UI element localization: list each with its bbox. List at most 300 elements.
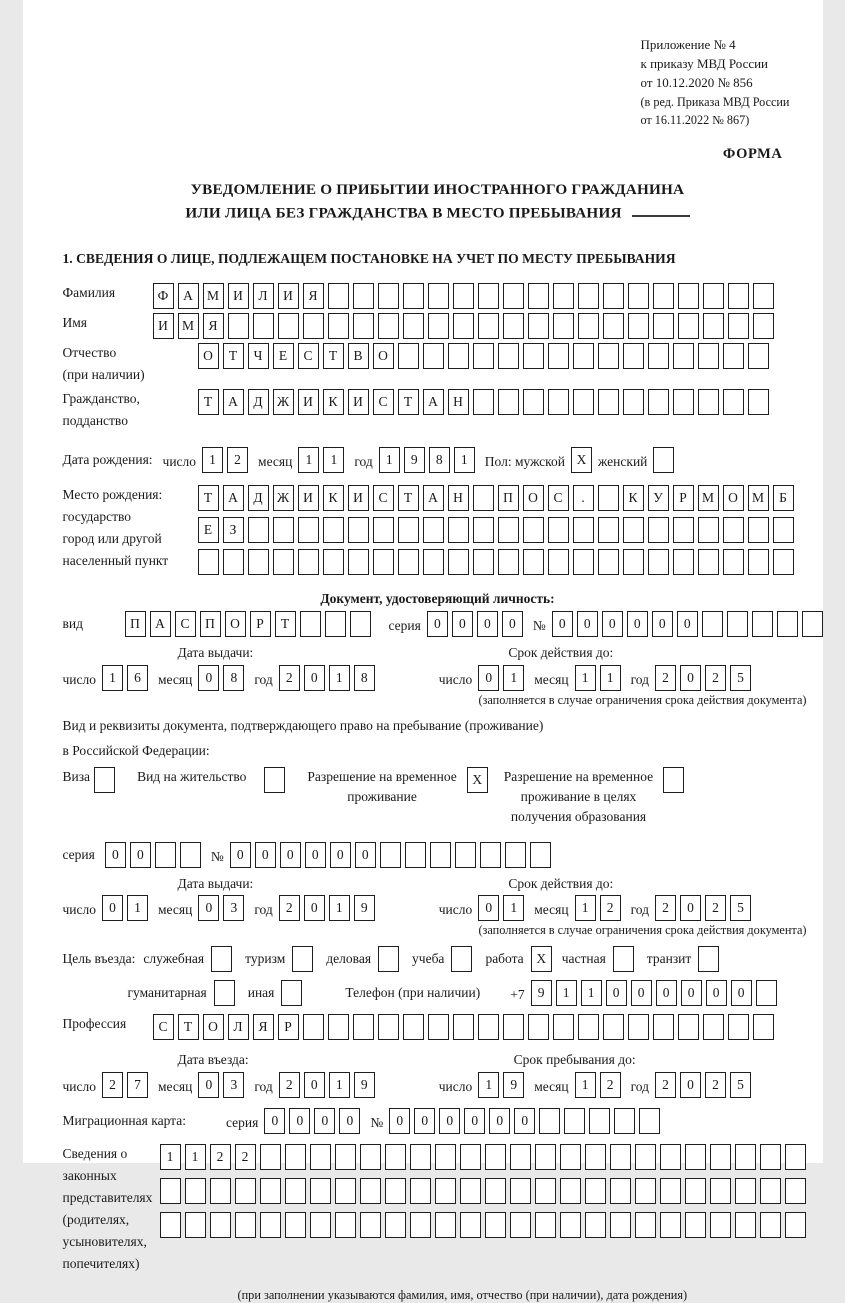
char-cell[interactable]: 5 [730, 1072, 751, 1098]
char-cell[interactable] [298, 549, 319, 575]
char-cell[interactable] [585, 1212, 606, 1238]
char-cell[interactable] [423, 343, 444, 369]
char-cell[interactable]: Ж [273, 485, 294, 511]
char-cell[interactable] [523, 549, 544, 575]
char-cell[interactable] [348, 517, 369, 543]
char-cell[interactable] [323, 549, 344, 575]
char-cell[interactable]: А [178, 283, 199, 309]
sex-female-checkbox[interactable] [653, 447, 674, 473]
char-cell[interactable] [548, 343, 569, 369]
char-cell[interactable]: О [523, 485, 544, 511]
purpose-business-checkbox[interactable] [378, 946, 399, 972]
char-cell[interactable] [360, 1212, 381, 1238]
char-cell[interactable] [503, 283, 524, 309]
char-cell[interactable] [405, 842, 426, 868]
char-cell[interactable] [777, 611, 798, 637]
char-cell[interactable] [698, 343, 719, 369]
char-cell[interactable]: 1 [127, 895, 148, 921]
char-cell[interactable] [448, 549, 469, 575]
char-cell[interactable] [448, 343, 469, 369]
char-cell[interactable] [328, 283, 349, 309]
char-cell[interactable] [723, 517, 744, 543]
char-cell[interactable]: С [153, 1014, 174, 1040]
char-cell[interactable] [773, 517, 794, 543]
char-cell[interactable] [360, 1144, 381, 1170]
char-cell[interactable] [614, 1108, 635, 1134]
char-cell[interactable]: Б [773, 485, 794, 511]
char-cell[interactable] [410, 1178, 431, 1204]
char-cell[interactable]: 0 [105, 842, 126, 868]
char-cell[interactable]: 2 [655, 665, 676, 691]
char-cell[interactable] [698, 517, 719, 543]
char-cell[interactable] [553, 1014, 574, 1040]
char-cell[interactable] [498, 343, 519, 369]
char-cell[interactable] [702, 611, 723, 637]
char-cell[interactable] [478, 283, 499, 309]
char-cell[interactable] [598, 485, 619, 511]
char-cell[interactable] [410, 1212, 431, 1238]
char-cell[interactable] [560, 1144, 581, 1170]
char-cell[interactable] [560, 1178, 581, 1204]
char-cell[interactable] [335, 1178, 356, 1204]
char-cell[interactable]: Д [248, 389, 269, 415]
char-cell[interactable] [403, 313, 424, 339]
char-cell[interactable] [485, 1144, 506, 1170]
char-cell[interactable] [698, 389, 719, 415]
char-cell[interactable] [523, 389, 544, 415]
char-cell[interactable] [510, 1212, 531, 1238]
char-cell[interactable]: О [198, 343, 219, 369]
char-cell[interactable]: 0 [680, 895, 701, 921]
char-cell[interactable]: 0 [478, 665, 499, 691]
char-cell[interactable] [628, 313, 649, 339]
char-cell[interactable]: 7 [127, 1072, 148, 1098]
char-cell[interactable]: К [323, 485, 344, 511]
char-cell[interactable] [653, 313, 674, 339]
char-cell[interactable] [460, 1144, 481, 1170]
purpose-humanitarian-checkbox[interactable] [214, 980, 235, 1006]
char-cell[interactable] [553, 283, 574, 309]
char-cell[interactable]: М [748, 485, 769, 511]
char-cell[interactable]: 0 [304, 665, 325, 691]
char-cell[interactable]: Н [448, 389, 469, 415]
char-cell[interactable] [623, 343, 644, 369]
char-cell[interactable]: 0 [198, 1072, 219, 1098]
char-cell[interactable]: Р [250, 611, 271, 637]
char-cell[interactable]: 6 [127, 665, 148, 691]
char-cell[interactable]: 0 [102, 895, 123, 921]
char-cell[interactable]: И [298, 485, 319, 511]
char-cell[interactable]: 9 [503, 1072, 524, 1098]
char-cell[interactable]: Ж [273, 389, 294, 415]
char-cell[interactable] [473, 389, 494, 415]
char-cell[interactable]: 0 [330, 842, 351, 868]
char-cell[interactable] [623, 549, 644, 575]
char-cell[interactable] [710, 1178, 731, 1204]
char-cell[interactable] [548, 517, 569, 543]
char-cell[interactable] [285, 1178, 306, 1204]
char-cell[interactable]: У [648, 485, 669, 511]
char-cell[interactable] [448, 517, 469, 543]
char-cell[interactable] [623, 389, 644, 415]
char-cell[interactable]: 0 [478, 895, 499, 921]
char-cell[interactable] [435, 1178, 456, 1204]
char-cell[interactable] [300, 611, 321, 637]
char-cell[interactable]: А [150, 611, 171, 637]
char-cell[interactable] [478, 1014, 499, 1040]
char-cell[interactable]: 2 [279, 895, 300, 921]
char-cell[interactable] [360, 1178, 381, 1204]
char-cell[interactable] [610, 1144, 631, 1170]
char-cell[interactable] [253, 313, 274, 339]
char-cell[interactable]: 1 [298, 447, 319, 473]
char-cell[interactable] [210, 1178, 231, 1204]
char-cell[interactable] [752, 611, 773, 637]
char-cell[interactable]: 1 [478, 1072, 499, 1098]
char-cell[interactable] [648, 549, 669, 575]
char-cell[interactable]: 0 [230, 842, 251, 868]
char-cell[interactable] [660, 1178, 681, 1204]
char-cell[interactable] [535, 1212, 556, 1238]
char-cell[interactable] [435, 1212, 456, 1238]
purpose-official-checkbox[interactable] [211, 946, 232, 972]
char-cell[interactable]: 0 [652, 611, 673, 637]
char-cell[interactable] [385, 1212, 406, 1238]
char-cell[interactable] [710, 1212, 731, 1238]
char-cell[interactable] [628, 283, 649, 309]
residence-permit-checkbox[interactable] [264, 767, 285, 793]
char-cell[interactable] [785, 1144, 806, 1170]
char-cell[interactable] [473, 549, 494, 575]
char-cell[interactable]: К [323, 389, 344, 415]
char-cell[interactable]: 2 [235, 1144, 256, 1170]
char-cell[interactable]: М [698, 485, 719, 511]
char-cell[interactable] [598, 517, 619, 543]
char-cell[interactable]: Е [198, 517, 219, 543]
char-cell[interactable] [510, 1178, 531, 1204]
char-cell[interactable] [753, 1014, 774, 1040]
char-cell[interactable] [573, 549, 594, 575]
char-cell[interactable]: 1 [581, 980, 602, 1006]
char-cell[interactable]: И [348, 485, 369, 511]
purpose-transit-checkbox[interactable] [698, 946, 719, 972]
char-cell[interactable]: 0 [514, 1108, 535, 1134]
char-cell[interactable] [278, 313, 299, 339]
char-cell[interactable] [373, 549, 394, 575]
char-cell[interactable]: 1 [185, 1144, 206, 1170]
char-cell[interactable]: Д [248, 485, 269, 511]
char-cell[interactable]: 9 [354, 1072, 375, 1098]
char-cell[interactable] [585, 1144, 606, 1170]
char-cell[interactable] [635, 1212, 656, 1238]
char-cell[interactable]: 5 [730, 665, 751, 691]
char-cell[interactable] [303, 313, 324, 339]
char-cell[interactable] [678, 283, 699, 309]
char-cell[interactable]: 0 [304, 895, 325, 921]
char-cell[interactable]: 0 [314, 1108, 335, 1134]
char-cell[interactable] [727, 611, 748, 637]
visa-checkbox[interactable] [94, 767, 115, 793]
char-cell[interactable] [473, 485, 494, 511]
char-cell[interactable] [635, 1178, 656, 1204]
char-cell[interactable]: 1 [379, 447, 400, 473]
char-cell[interactable] [753, 313, 774, 339]
char-cell[interactable] [723, 549, 744, 575]
char-cell[interactable]: А [423, 389, 444, 415]
char-cell[interactable]: 8 [354, 665, 375, 691]
char-cell[interactable] [748, 343, 769, 369]
char-cell[interactable] [403, 283, 424, 309]
char-cell[interactable] [498, 517, 519, 543]
char-cell[interactable] [528, 1014, 549, 1040]
char-cell[interactable] [560, 1212, 581, 1238]
char-cell[interactable] [510, 1144, 531, 1170]
char-cell[interactable]: О [373, 343, 394, 369]
char-cell[interactable]: 1 [575, 895, 596, 921]
char-cell[interactable]: 9 [404, 447, 425, 473]
char-cell[interactable]: Л [228, 1014, 249, 1040]
char-cell[interactable]: Я [303, 283, 324, 309]
char-cell[interactable] [603, 283, 624, 309]
char-cell[interactable] [660, 1212, 681, 1238]
char-cell[interactable] [460, 1212, 481, 1238]
char-cell[interactable]: 2 [655, 895, 676, 921]
char-cell[interactable] [155, 842, 176, 868]
char-cell[interactable]: 0 [389, 1108, 410, 1134]
char-cell[interactable] [635, 1144, 656, 1170]
char-cell[interactable]: Т [398, 389, 419, 415]
char-cell[interactable] [325, 611, 346, 637]
char-cell[interactable] [348, 549, 369, 575]
char-cell[interactable]: 9 [354, 895, 375, 921]
temp-permit-checkbox[interactable]: X [467, 767, 488, 793]
char-cell[interactable]: 0 [414, 1108, 435, 1134]
char-cell[interactable]: 0 [680, 665, 701, 691]
char-cell[interactable]: Т [178, 1014, 199, 1040]
char-cell[interactable] [323, 517, 344, 543]
char-cell[interactable] [380, 842, 401, 868]
char-cell[interactable]: 0 [677, 611, 698, 637]
char-cell[interactable]: Я [253, 1014, 274, 1040]
char-cell[interactable]: А [223, 389, 244, 415]
char-cell[interactable] [548, 549, 569, 575]
char-cell[interactable]: Т [198, 389, 219, 415]
char-cell[interactable] [328, 1014, 349, 1040]
char-cell[interactable]: С [548, 485, 569, 511]
char-cell[interactable]: 1 [503, 665, 524, 691]
char-cell[interactable]: 0 [355, 842, 376, 868]
char-cell[interactable] [335, 1212, 356, 1238]
char-cell[interactable]: 0 [502, 611, 523, 637]
edu-permit-checkbox[interactable] [663, 767, 684, 793]
char-cell[interactable] [480, 842, 501, 868]
purpose-tourism-checkbox[interactable] [292, 946, 313, 972]
char-cell[interactable]: З [223, 517, 244, 543]
char-cell[interactable] [353, 313, 374, 339]
char-cell[interactable] [728, 283, 749, 309]
char-cell[interactable] [378, 1014, 399, 1040]
char-cell[interactable]: 0 [577, 611, 598, 637]
char-cell[interactable] [598, 389, 619, 415]
char-cell[interactable] [398, 549, 419, 575]
char-cell[interactable]: Ф [153, 283, 174, 309]
char-cell[interactable] [410, 1144, 431, 1170]
char-cell[interactable] [756, 980, 777, 1006]
char-cell[interactable]: О [203, 1014, 224, 1040]
char-cell[interactable] [578, 283, 599, 309]
char-cell[interactable] [310, 1178, 331, 1204]
char-cell[interactable]: 0 [680, 1072, 701, 1098]
char-cell[interactable] [473, 343, 494, 369]
char-cell[interactable] [478, 313, 499, 339]
char-cell[interactable]: 1 [503, 895, 524, 921]
char-cell[interactable] [648, 517, 669, 543]
char-cell[interactable]: А [423, 485, 444, 511]
char-cell[interactable] [710, 1144, 731, 1170]
char-cell[interactable] [548, 389, 569, 415]
char-cell[interactable]: 8 [223, 665, 244, 691]
char-cell[interactable] [485, 1178, 506, 1204]
char-cell[interactable] [453, 313, 474, 339]
char-cell[interactable]: Р [278, 1014, 299, 1040]
char-cell[interactable] [653, 1014, 674, 1040]
purpose-other-checkbox[interactable] [281, 980, 302, 1006]
char-cell[interactable] [453, 1014, 474, 1040]
char-cell[interactable] [260, 1144, 281, 1170]
char-cell[interactable]: 2 [705, 895, 726, 921]
char-cell[interactable]: 0 [731, 980, 752, 1006]
char-cell[interactable]: В [348, 343, 369, 369]
char-cell[interactable] [698, 549, 719, 575]
char-cell[interactable]: 0 [339, 1108, 360, 1134]
char-cell[interactable]: Е [273, 343, 294, 369]
char-cell[interactable]: 0 [439, 1108, 460, 1134]
char-cell[interactable]: П [200, 611, 221, 637]
char-cell[interactable] [735, 1144, 756, 1170]
char-cell[interactable]: Н [448, 485, 469, 511]
char-cell[interactable] [310, 1144, 331, 1170]
char-cell[interactable] [285, 1212, 306, 1238]
char-cell[interactable]: 0 [602, 611, 623, 637]
char-cell[interactable] [285, 1144, 306, 1170]
char-cell[interactable] [523, 517, 544, 543]
char-cell[interactable]: 1 [329, 895, 350, 921]
char-cell[interactable] [685, 1178, 706, 1204]
char-cell[interactable]: К [623, 485, 644, 511]
char-cell[interactable] [760, 1144, 781, 1170]
char-cell[interactable] [639, 1108, 660, 1134]
char-cell[interactable]: 1 [600, 665, 621, 691]
char-cell[interactable]: 0 [289, 1108, 310, 1134]
char-cell[interactable]: 0 [255, 842, 276, 868]
char-cell[interactable] [235, 1212, 256, 1238]
char-cell[interactable]: 8 [429, 447, 450, 473]
char-cell[interactable] [785, 1212, 806, 1238]
char-cell[interactable] [298, 517, 319, 543]
char-cell[interactable] [248, 517, 269, 543]
char-cell[interactable] [235, 1178, 256, 1204]
char-cell[interactable] [773, 549, 794, 575]
char-cell[interactable] [573, 389, 594, 415]
char-cell[interactable]: 2 [210, 1144, 231, 1170]
char-cell[interactable] [328, 313, 349, 339]
char-cell[interactable] [578, 313, 599, 339]
char-cell[interactable] [185, 1212, 206, 1238]
char-cell[interactable] [648, 343, 669, 369]
char-cell[interactable]: 0 [280, 842, 301, 868]
sex-male-checkbox[interactable]: X [571, 447, 592, 473]
char-cell[interactable]: 0 [477, 611, 498, 637]
char-cell[interactable]: 2 [705, 1072, 726, 1098]
char-cell[interactable] [473, 517, 494, 543]
char-cell[interactable]: 3 [223, 895, 244, 921]
char-cell[interactable] [748, 517, 769, 543]
char-cell[interactable] [610, 1178, 631, 1204]
char-cell[interactable] [180, 842, 201, 868]
char-cell[interactable]: 2 [600, 895, 621, 921]
char-cell[interactable]: 0 [464, 1108, 485, 1134]
char-cell[interactable] [760, 1212, 781, 1238]
char-cell[interactable] [248, 549, 269, 575]
char-cell[interactable]: Ч [248, 343, 269, 369]
char-cell[interactable] [428, 283, 449, 309]
char-cell[interactable] [423, 549, 444, 575]
char-cell[interactable]: 1 [329, 665, 350, 691]
char-cell[interactable] [503, 313, 524, 339]
char-cell[interactable]: 2 [279, 1072, 300, 1098]
char-cell[interactable] [802, 611, 823, 637]
char-cell[interactable] [523, 343, 544, 369]
char-cell[interactable]: М [178, 313, 199, 339]
char-cell[interactable] [260, 1178, 281, 1204]
char-cell[interactable] [678, 313, 699, 339]
char-cell[interactable] [578, 1014, 599, 1040]
char-cell[interactable]: И [153, 313, 174, 339]
char-cell[interactable] [598, 549, 619, 575]
char-cell[interactable] [378, 313, 399, 339]
char-cell[interactable] [535, 1178, 556, 1204]
char-cell[interactable]: Я [203, 313, 224, 339]
char-cell[interactable] [598, 343, 619, 369]
char-cell[interactable]: О [225, 611, 246, 637]
char-cell[interactable] [260, 1212, 281, 1238]
char-cell[interactable]: 0 [198, 895, 219, 921]
char-cell[interactable] [785, 1178, 806, 1204]
char-cell[interactable] [685, 1212, 706, 1238]
char-cell[interactable] [585, 1178, 606, 1204]
char-cell[interactable] [728, 313, 749, 339]
char-cell[interactable]: Т [198, 485, 219, 511]
char-cell[interactable]: 1 [102, 665, 123, 691]
char-cell[interactable] [589, 1108, 610, 1134]
char-cell[interactable]: 0 [627, 611, 648, 637]
char-cell[interactable] [160, 1212, 181, 1238]
char-cell[interactable] [210, 1212, 231, 1238]
char-cell[interactable]: И [228, 283, 249, 309]
char-cell[interactable]: 2 [705, 665, 726, 691]
char-cell[interactable] [703, 1014, 724, 1040]
char-cell[interactable] [373, 517, 394, 543]
char-cell[interactable] [603, 313, 624, 339]
char-cell[interactable]: 1 [575, 665, 596, 691]
char-cell[interactable] [539, 1108, 560, 1134]
char-cell[interactable]: . [573, 485, 594, 511]
char-cell[interactable]: 3 [223, 1072, 244, 1098]
char-cell[interactable] [385, 1178, 406, 1204]
char-cell[interactable] [398, 343, 419, 369]
char-cell[interactable]: Т [223, 343, 244, 369]
char-cell[interactable] [398, 517, 419, 543]
